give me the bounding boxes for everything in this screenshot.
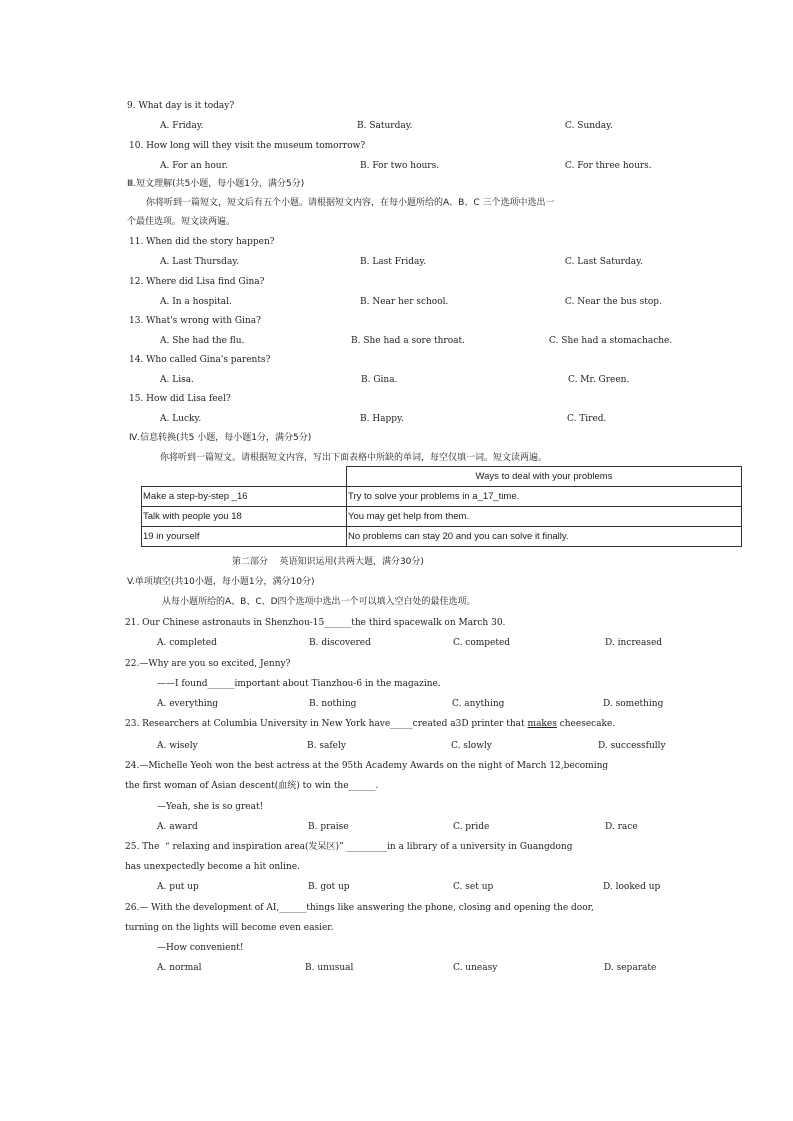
option-c: C. Tired. — [567, 414, 607, 424]
table-cell-left: Talk with people you 18 — [142, 507, 347, 527]
table-cell-left: Make a step-by-step _16 — [142, 487, 347, 507]
option-c: C. She had a stomachache. — [549, 336, 673, 346]
option-a: A. completed — [157, 638, 217, 648]
option-d: D. successfully — [598, 741, 666, 751]
option-b: B. Saturday. — [357, 121, 413, 131]
question-22-reply: ——I found______important about Tianzhou-6 in the magazine. — [157, 679, 441, 689]
option-a: A. Lucky. — [160, 414, 202, 424]
option-c: C. pride — [453, 822, 490, 832]
table-row — [142, 487, 742, 507]
question-14: 14. Who called Gina's parents? — [129, 355, 271, 365]
question-26-cont: turning on the lights will become even easier. — [125, 923, 334, 933]
table-cell-right: No problems can stay 20 and you can solve it finally. — [347, 527, 742, 547]
question-10: 10. How long will they visit the museum tomorrow? — [129, 141, 366, 151]
section-5-instruction: 从每小题所给的A、B、C、D四个选项中选出一个可以填入空白处的最佳选项。 — [162, 597, 476, 607]
option-b: B. She had a sore throat. — [351, 336, 465, 346]
option-b: B. safely — [307, 741, 346, 751]
question-11: 11. When did the story happen? — [129, 237, 275, 247]
option-a: A. put up — [157, 882, 199, 892]
section-3-instruction: 你将听到一篇短文，短文后有五个小题。请根据短文内容，在每小题所给的A、B、C 三个选项中选出一 — [146, 198, 555, 208]
option-a: A. everything — [157, 699, 219, 709]
option-c: C. Last Saturday. — [565, 257, 643, 267]
underlined-word: makes — [527, 719, 557, 729]
question-26-reply: —How convenient! — [157, 943, 244, 953]
option-b: B. praise — [308, 822, 349, 832]
option-b: B. Last Friday. — [360, 257, 427, 267]
option-a: A. Last Thursday. — [160, 257, 240, 267]
option-c: C. anything — [452, 699, 505, 709]
question-24: 24.—Michelle Yeoh won the best actress at the 95th Academy Awards on the night of March 12,becoming — [125, 761, 609, 771]
table-cell-left: 19 in yourself — [142, 527, 347, 547]
option-c: C. Sunday. — [565, 121, 613, 131]
option-c: C. Near the bus stop. — [565, 297, 662, 307]
table-cell-right: You may get help from them. — [347, 507, 742, 527]
option-a: A. In a hospital. — [160, 297, 232, 307]
option-d: D. increased — [605, 638, 663, 648]
question-23-text-end: cheesecake. — [556, 719, 616, 729]
option-c: C. For three hours. — [565, 161, 652, 171]
part-2-title: 第二部分 英语知识运用(共两大题，满分30分) — [232, 557, 424, 567]
section-4-instruction: 你将听到一篇短文。请根据短文内容，写出下面表格中所缺的单词，每空仅填一词。短文读两遍。 — [160, 453, 548, 463]
section-3-instruction-cont: 个最佳选项。短文读两遍。 — [127, 217, 236, 227]
info-table — [141, 466, 742, 547]
option-b: B. discovered — [309, 638, 371, 648]
question-12: 12. Where did Lisa find Gina? — [129, 277, 265, 287]
option-a: A. For an hour. — [160, 161, 228, 171]
table-row — [142, 527, 742, 547]
question-23-text: 23. Researchers at Columbia University in New York have_____created a3D printer that — [125, 719, 528, 729]
option-b: B. Gina. — [361, 375, 398, 385]
option-d: D. race — [605, 822, 638, 832]
option-a: A. She had the flu. — [160, 336, 245, 346]
option-b: B. Happy. — [360, 414, 404, 424]
option-a: A. normal — [157, 963, 202, 973]
option-b: B. For two hours. — [360, 161, 440, 171]
table-header: Ways to deal with your problems — [347, 467, 742, 487]
section-3-title: Ⅲ.短文理解(共5小题，每小题1分，满分5分) — [127, 179, 305, 189]
option-a: A. award — [157, 822, 198, 832]
question-24-cont: the first woman of Asian descent(血统) to win the______. — [125, 781, 379, 791]
option-c: C. slowly — [451, 741, 492, 751]
option-d: D. looked up — [603, 882, 661, 892]
table-blank-corner — [142, 467, 347, 487]
option-c: C. Mr. Green. — [568, 375, 630, 385]
option-c: C. set up — [453, 882, 494, 892]
option-b: B. Near her school. — [360, 297, 449, 307]
option-b: B. got up — [308, 882, 350, 892]
option-a: A. wisely — [157, 741, 198, 751]
question-26: 26.— With the development of AI,______things like answering the phone, closing and opening the door, — [125, 903, 594, 913]
option-a: A. Lisa. — [160, 375, 194, 385]
question-22: 22.—Why are you so excited, Jenny? — [125, 659, 291, 669]
option-c: C. competed — [453, 638, 511, 648]
question-21: 21. Our Chinese astronauts in Shenzhou-15______the third spacewalk on March 30. — [125, 618, 506, 628]
question-25: 25. The “ relaxing and inspiration area(发呆区)” _________in a library of a university in Guangdong — [125, 842, 573, 852]
question-25-cont: has unexpectedly become a hit online. — [125, 862, 300, 872]
question-13: 13. What's wrong with Gina? — [129, 316, 261, 326]
option-a: A. Friday. — [160, 121, 204, 131]
section-5-title: V.单项填空(共10小题，每小题1分，满分10分) — [127, 577, 315, 587]
question-23 — [125, 718, 615, 730]
table-cell-right: Try to solve your problems in a_17_time. — [347, 487, 742, 507]
section-4-title: Ⅳ.信息转换(共5 小题，每小题1分，满分5分) — [129, 433, 312, 443]
option-b: B. unusual — [305, 963, 354, 973]
question-15: 15. How did Lisa feel? — [129, 394, 231, 404]
question-24-reply: —Yeah, she is so great! — [157, 802, 264, 812]
table-row — [142, 507, 742, 527]
option-d: D. separate — [604, 963, 657, 973]
question-9: 9. What day is it today? — [127, 101, 235, 111]
option-d: D. something — [603, 699, 664, 709]
option-c: C. uneasy — [453, 963, 498, 973]
option-b: B. nothing — [309, 699, 357, 709]
